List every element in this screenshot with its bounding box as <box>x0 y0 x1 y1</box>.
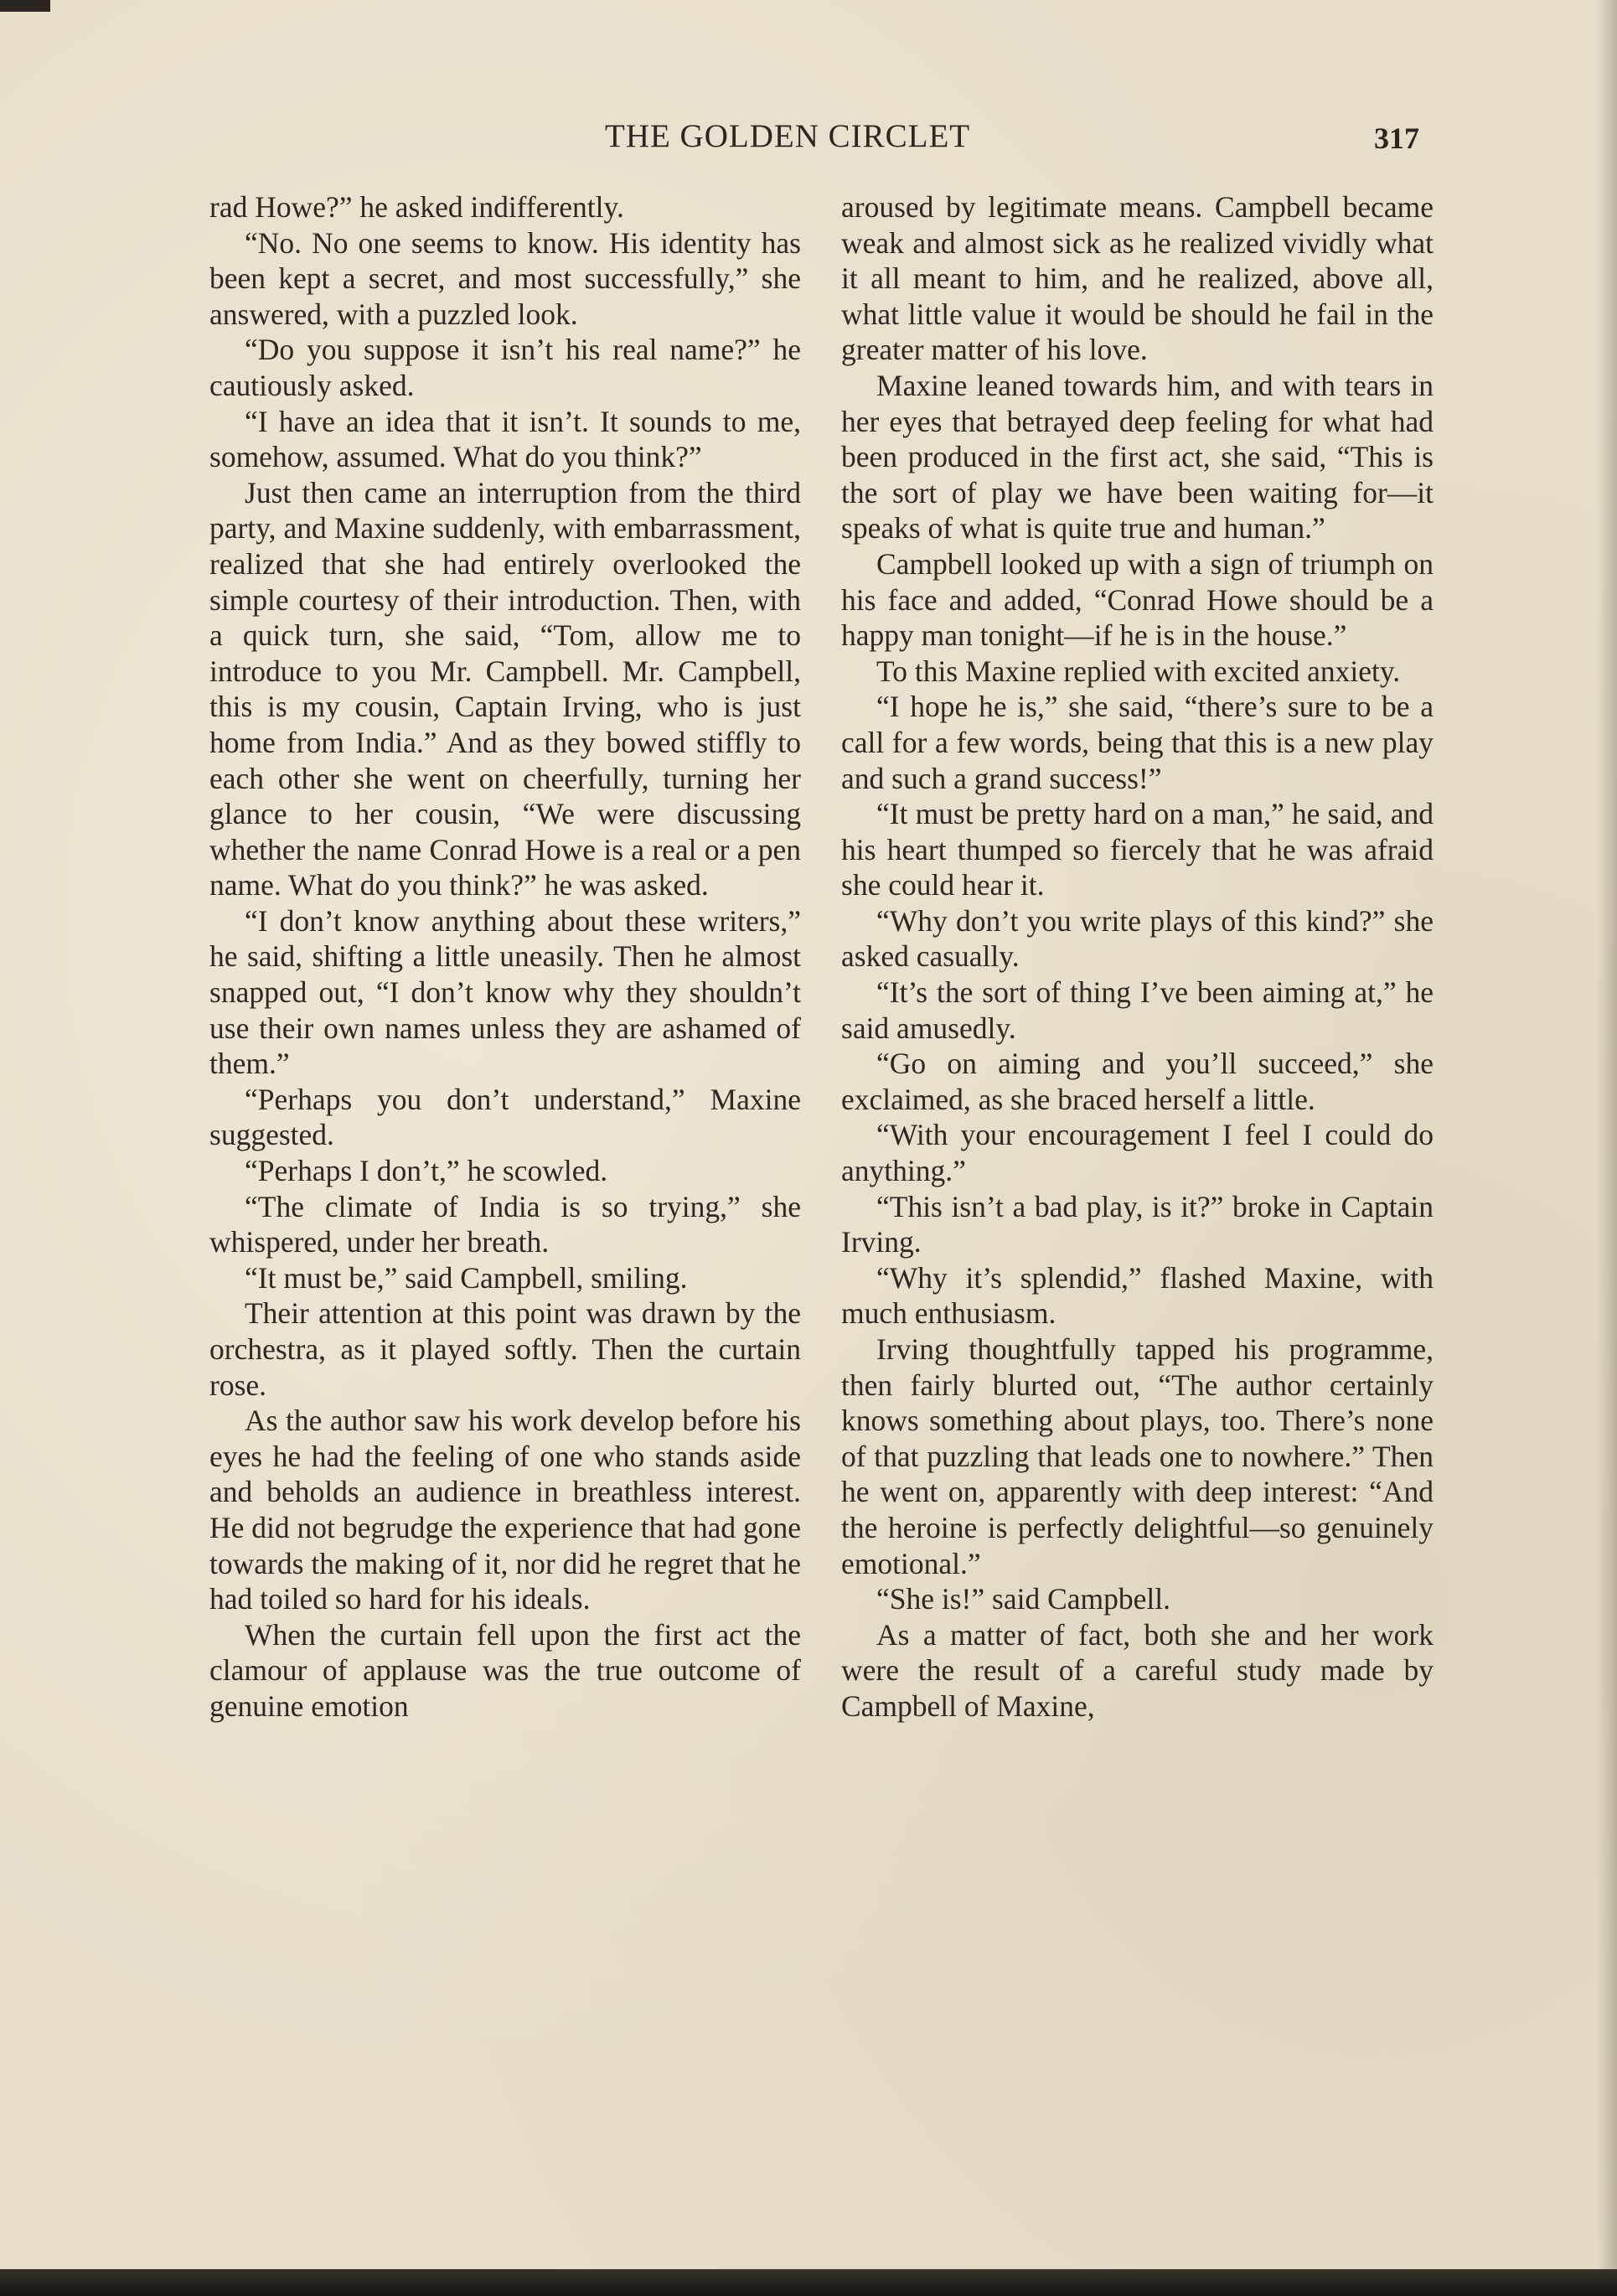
paragraph: aroused by legitimate means. Campbell became weak and almost sick as he realized vividly what it all meant to him, and he realized, above all, what little value it would be should he fail in the greater matter of his love. <box>841 190 1434 367</box>
paragraph: “Go on aiming and you’ll succeed,” she exclaimed, as she braced herself a little. <box>841 1047 1434 1116</box>
right-column <box>841 189 1434 1725</box>
page-number: 317 <box>1374 122 1419 155</box>
paragraph: “With your encouragement I feel I could do anything.” <box>841 1118 1434 1188</box>
paragraph: “It must be pretty hard on a man,” he said, and his heart thumped so fiercely that he was afraid she could hear it. <box>841 797 1434 902</box>
paragraph: As a matter of fact, both she and her work were the result of a careful study made by Campbell of Maxine, <box>841 1617 1434 1723</box>
paragraph: To this Maxine replied with excited anxiety. <box>876 654 1401 688</box>
paragraph: Their attention at this point was drawn by the orchestra, as it played softly. Then the curtain rose. <box>209 1296 801 1402</box>
paragraph: “Perhaps you don’t understand,” Maxine suggested. <box>209 1082 801 1152</box>
paragraph: Just then came an interruption from the third party, and Maxine suddenly, with embarrassment, realized that she had entirely overlooked the simple courtesy of their introduction. Then, with a quick turn, she said, “Tom, allow me to introduce to you Mr. Campbell. Mr. Campbell, this is my cousin, Captain Irving, who is just home from India.” And as they bowed stiffly to each other she went on cheerfully, turning her glance to her cousin, “We were discussing whether the name Conrad Howe is a real or a pen name. What do you think?” he was asked. <box>209 475 801 902</box>
paragraph: “This isn’t a bad play, is it?” broke in Captain Irving. <box>841 1189 1434 1259</box>
paragraph: rad Howe?” he asked indifferently. <box>209 190 624 224</box>
left-column <box>209 189 801 1725</box>
paragraph: “I don’t know anything about these writers,” he said, shifting a little uneasily. Then he almost snapped out, “I don’t know why they shouldn’t use their own names unless they are ashamed of them.” <box>209 903 801 1081</box>
paragraph: “Why it’s splendid,” flashed Maxine, with much enthusiasm. <box>841 1260 1434 1331</box>
running-title: THE GOLDEN CIRCLET <box>605 118 971 154</box>
paragraph: As the author saw his work develop before his eyes he had the feeling of one who stands aside and beholds an audience in breathless interest. He did not begrudge the experience that had gone towards the making of it, nor did he regret that he had toiled so hard for his ideals. <box>209 1404 801 1616</box>
paragraph: When the curtain fell upon the first act the clamour of applause was the true outcome of genuine emotion <box>209 1617 801 1723</box>
paragraph: Maxine leaned towards him, and with tears in her eyes that betrayed deep feeling for what had been produced in the first act, she said, “This is the sort of play we have been waiting for—it speaks of what is quite true and human.” <box>841 368 1434 546</box>
paragraph: “Do you suppose it isn’t his real name?” he cautiously asked. <box>209 333 801 402</box>
page-corner-shadow <box>0 0 50 12</box>
paragraph: “I hope he is,” she said, “there’s sure to be a call for a few words, being that this is a new play and such a grand success!” <box>841 690 1434 795</box>
paragraph: “It must be,” said Campbell, smiling. <box>245 1260 688 1295</box>
paragraph: “No. No one seems to know. His identity has been kept a secret, and most successfully,” she answered, with a puzzled look. <box>209 225 801 331</box>
paragraph: “Why don’t you write plays of this kind?” she asked casually. <box>841 903 1434 974</box>
paragraph: “Perhaps I don’t,” he scowled. <box>245 1154 608 1188</box>
paragraph: “The climate of India is so trying,” she whispered, under her breath. <box>209 1189 801 1259</box>
paragraph: “It’s the sort of thing I’ve been aiming at,” he said amusedly. <box>841 975 1434 1045</box>
paragraph: “She is!” said Campbell. <box>876 1582 1170 1616</box>
paragraph: “I have an idea that it isn’t. It sounds to me, somehow, assumed. What do you think?” <box>209 404 801 474</box>
paragraph: Irving thoughtfully tapped his programme, then fairly blurted out, “The author certainly knows something about plays, too. There’s none of that puzzling that leads one to nowhere.” Then he went on, apparently with deep interest: “And the heroine is perfectly delightful—so genuinely emotional.” <box>841 1332 1434 1580</box>
paragraph: Campbell looked up with a sign of triumph on his face and added, “Conrad Howe should be a happy man tonight—if he is in the house.” <box>841 546 1434 653</box>
page-header <box>0 117 1617 159</box>
page-bottom-edge <box>0 2269 1617 2296</box>
binding-shadow <box>1597 0 1617 2296</box>
